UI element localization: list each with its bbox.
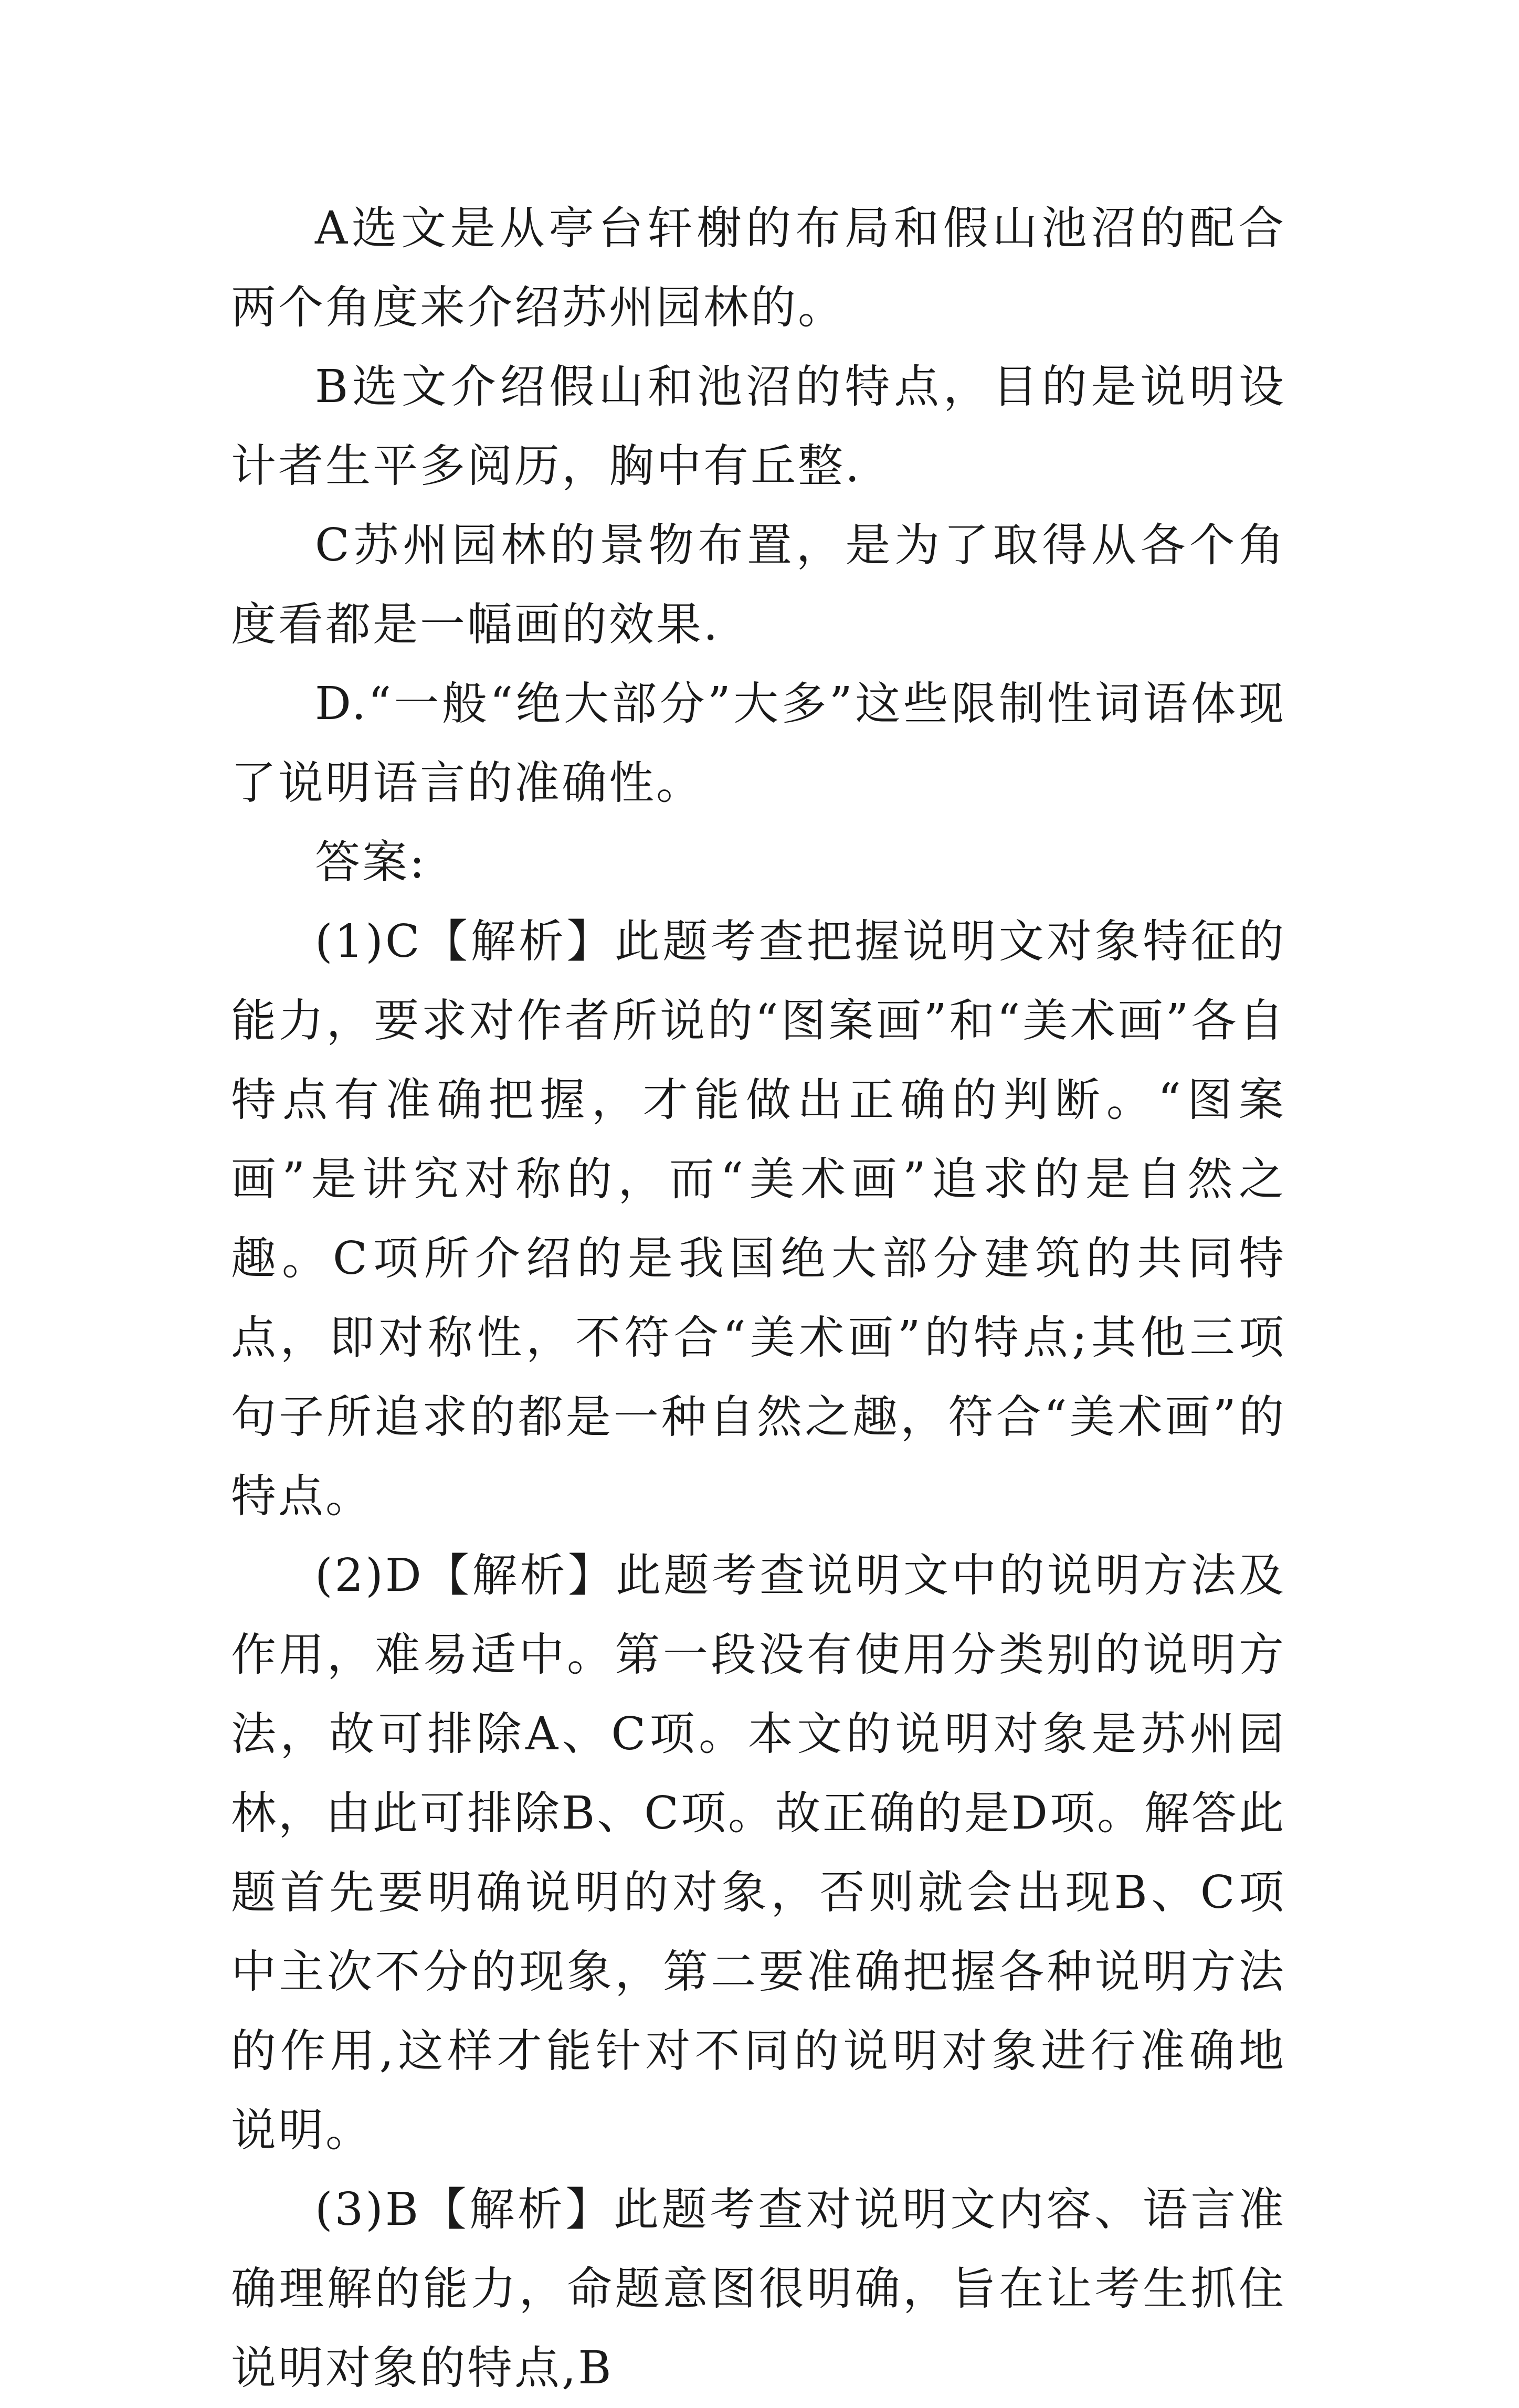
answer-heading: 答案: bbox=[315, 836, 427, 889]
option-c-paragraph: C苏州园林的景物布置，是为了取得从各个角度看都是一幅画的效果. bbox=[231, 519, 1286, 651]
answer-1-paragraph: (1)C【解析】此题考查把握说明文对象特征的能力，要求对作者所说的“图案画”和“美术画”各自特点有准确把握，才能做出正确的判断。“图案画”是讲究对称的，而“美术画”追求的是自然之趣。C项所介绍的是我国绝大部分建筑的共同特点，即对称性，不符合“美术画”的特点;其他三项句子所追求的都是一种自然之趣，符合“美术画”的特点。 bbox=[231, 915, 1286, 1523]
answer-2-paragraph: (2)D【解析】此题考查说明文中的说明方法及作用，难易适中。第一段没有使用分类别的说明方法，故可排除A、C项。本文的说明对象是苏州园林，由此可排除B、C项。故正确的是D项。解答此题首先要明确说明的对象，否则就会出现B、C项中主次不分的现象，第二要准确把握各种说明方法的作用,这样才能针对不同的说明对象进行准确地说明。 bbox=[231, 1549, 1286, 2157]
option-d-paragraph: D.“一般“绝大部分”大多”这些限制性词语体现了说明语言的准确性。 bbox=[231, 678, 1286, 809]
option-b-paragraph: B选文介绍假山和池沼的特点，目的是说明设计者生平多阅历，胸中有丘整. bbox=[231, 361, 1286, 492]
answer-3-paragraph: (3)B【解析】此题考查对说明文内容、语言准确理解的能力，命题意图很明确，旨在让考生抓住说明对象的特点,B bbox=[231, 2183, 1286, 2394]
option-a-paragraph: A选文是从亭台轩榭的布局和假山池沼的配合两个角度来介绍苏州园林的。 bbox=[231, 202, 1286, 334]
document-body bbox=[231, 189, 1286, 2408]
